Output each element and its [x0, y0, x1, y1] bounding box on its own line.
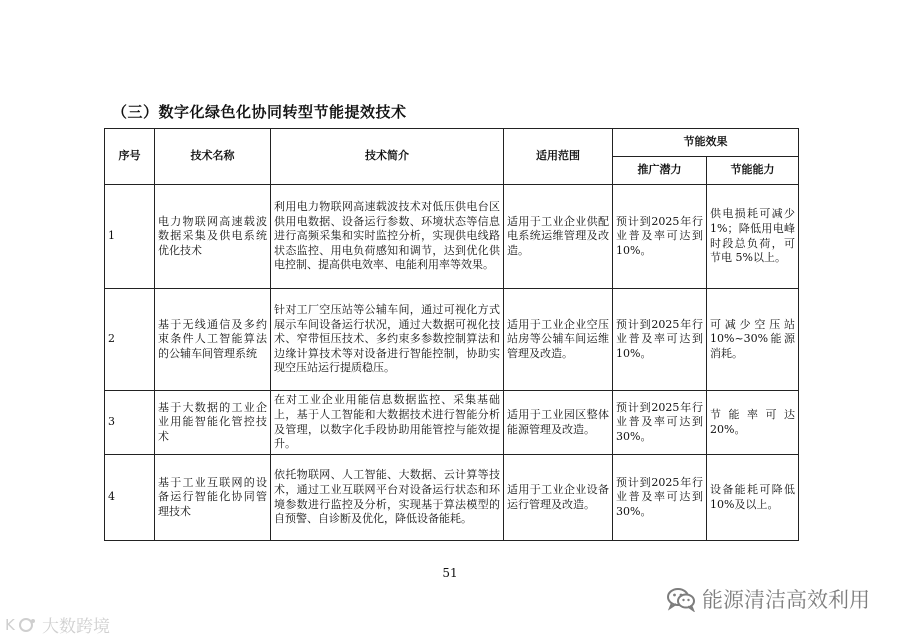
row-name: 电力物联网高速载波数据采集及供电系统优化技术 [155, 185, 271, 289]
header-intro: 技术简介 [271, 129, 504, 185]
row-intro: 依托物联网、人工智能、大数据、云计算等技术，通过工业互联网平台对设备运行状态和环境参数进行监控及分析，实现基于算法模型的自预警、自诊断及优化，降低设备能耗。 [271, 455, 504, 541]
row-intro: 针对工厂空压站等公辅车间，通过可视化方式展示车间设备运行状况，通过大数据可视化技术、窄带恒压技术、多约束多参数控制算法和边缘计算技术等对设备进行智能控制，协助实现空压站运行提质稳压。 [271, 289, 504, 391]
row-intro: 在对工业企业用能信息数据监控、采集基础上，基于人工智能和大数据技术进行智能分析及管理，以数字化手段协助用能管控与能效提升。 [271, 391, 504, 455]
header-effect-group: 节能效果 [613, 129, 799, 157]
header-name: 技术名称 [155, 129, 271, 185]
watermark-right [666, 584, 870, 614]
table-row [105, 185, 799, 289]
header-potential: 推广潜力 [613, 157, 707, 185]
header-capacity: 节能能力 [707, 157, 799, 185]
table-row [105, 289, 799, 391]
row-capacity: 可减少空压站 10%~30%能源消耗。 [707, 289, 799, 391]
row-seq: 2 [105, 289, 155, 391]
table-row [105, 391, 799, 455]
row-capacity: 供电损耗可减少1%；降低用电峰时段总负荷，可节电 5%以上。 [707, 185, 799, 289]
watermark-left-text: 大数跨境 [42, 617, 110, 637]
wechat-icon [666, 586, 696, 612]
row-potential: 预计到2025年行业普及率可达到30%。 [613, 455, 707, 541]
row-potential: 预计到2025年行业普及率可达到30%。 [613, 391, 707, 455]
row-capacity: 节能率可达20%。 [707, 391, 799, 455]
row-name: 基于工业互联网的设备运行智能化协同管理技术 [155, 455, 271, 541]
row-seq: 4 [105, 455, 155, 541]
watermark-left [4, 612, 110, 637]
ke-logo-icon [4, 614, 38, 636]
row-potential: 预计到2025年行业普及率可达到10%。 [613, 185, 707, 289]
row-seq: 3 [105, 391, 155, 455]
watermark-right-text: 能源清洁高效利用 [702, 588, 870, 612]
row-capacity: 设备能耗可降低 10%及以上。 [707, 455, 799, 541]
row-scope: 适用于工业企业空压站房等公辅车间运维管理及改造。 [504, 289, 613, 391]
section-title: （三）数字化绿色化协同转型节能提效技术 [112, 103, 407, 121]
row-scope: 适用于工业企业供配电系统运维管理及改造。 [504, 185, 613, 289]
row-scope: 适用于工业园区整体能源管理及改造。 [504, 391, 613, 455]
page-number: 51 [442, 566, 458, 580]
row-potential: 预计到2025年行业普及率可达到10%。 [613, 289, 707, 391]
table-row [105, 455, 799, 541]
row-name: 基于无线通信及多约束条件人工智能算法的公辅车间管理系统 [155, 289, 271, 391]
svg-text:K: K [5, 615, 15, 634]
header-scope: 适用范围 [504, 129, 613, 185]
row-intro: 利用电力物联网高速载波技术对低压供电台区供用电数据、设备运行参数、环境状态等信息进行高频采集和实时监控分析，实现供电线路状态监控、用电负荷感知和调节，达到优化供电控制、提高供电效率、电能利用率等效果。 [271, 185, 504, 289]
technology-table [104, 128, 799, 541]
row-seq: 1 [105, 185, 155, 289]
row-name: 基于大数据的工业企业用能智能化管控技术 [155, 391, 271, 455]
header-seq: 序号 [105, 129, 155, 185]
row-scope: 适用于工业企业设备运行管理及改造。 [504, 455, 613, 541]
